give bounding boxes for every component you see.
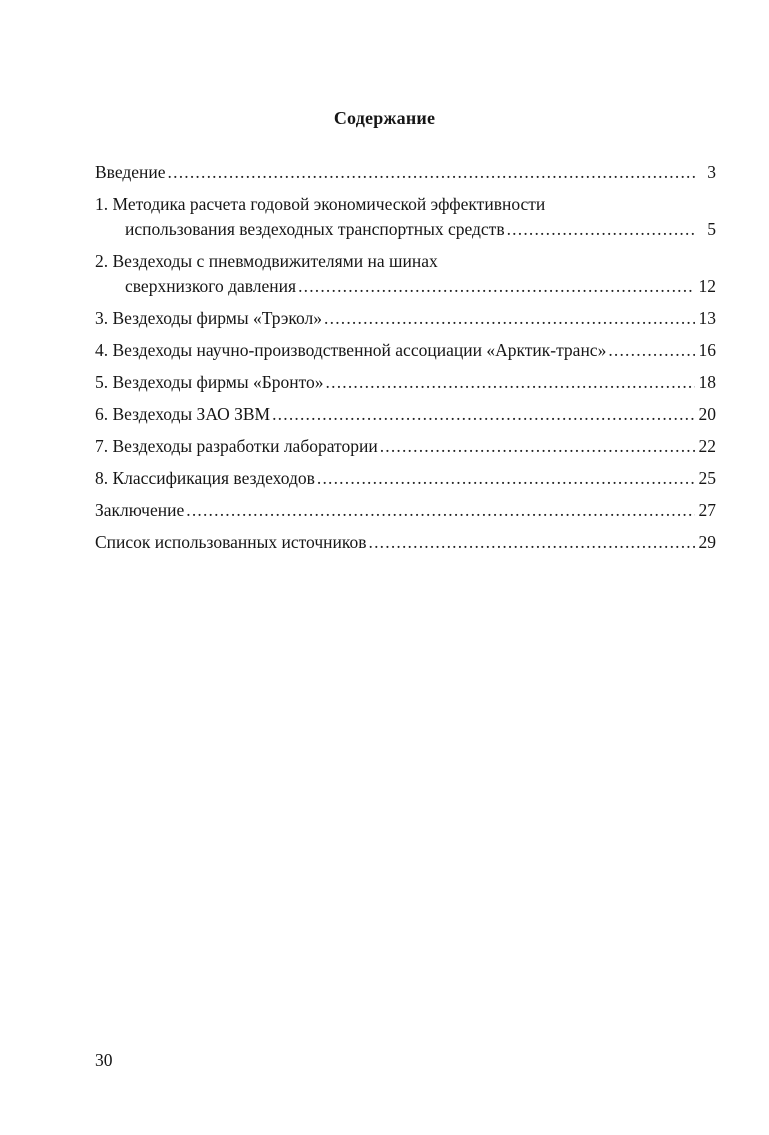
toc-entry-text: 6. Вездеходы ЗАО ЗВМ (95, 404, 271, 424)
toc-entry-page: 29 (698, 532, 716, 552)
toc-entry-page: 22 (698, 436, 716, 456)
toc-entry-text-continued: сверхнизкого давления (125, 276, 297, 296)
toc-entry-text: 4. Вездеходы научно-производственной ассоциации «Арктик-транс» (95, 340, 607, 360)
toc-entry-page: 20 (698, 404, 716, 424)
dot-leader (317, 466, 695, 491)
dot-leader (507, 217, 695, 242)
toc-entry-text: Заключение (95, 500, 185, 520)
toc-entry-references (95, 530, 716, 555)
toc-entry-text: 5. Вездеходы фирмы «Бронто» (95, 372, 324, 392)
toc-entry-page: 18 (698, 372, 716, 392)
table-of-contents (95, 160, 716, 562)
toc-entry-page: 27 (698, 500, 716, 520)
toc-entry-text: 8. Классификация вездеходов (95, 468, 315, 488)
dot-leader (186, 498, 695, 523)
dot-leader (326, 370, 695, 395)
dot-leader (608, 338, 695, 363)
toc-entry-1 (95, 192, 716, 242)
dot-leader (272, 402, 695, 427)
toc-entry-page: 16 (698, 340, 716, 360)
toc-entry-6 (95, 402, 716, 427)
toc-entry-text-continued: использования вездеходных транспортных средств (125, 219, 505, 239)
dot-leader (380, 434, 695, 459)
toc-entry-page: 3 (707, 162, 716, 182)
toc-entry-3 (95, 306, 716, 331)
page-number: 30 (95, 1050, 113, 1070)
toc-entry-5 (95, 370, 716, 395)
toc-entry-page: 12 (698, 276, 716, 296)
toc-entry-text: Список использованных источников (95, 532, 367, 552)
dot-leader (369, 530, 695, 555)
toc-entry-page: 25 (698, 468, 716, 488)
toc-entry-2 (95, 249, 716, 299)
dot-leader (324, 306, 695, 331)
toc-entry-7 (95, 434, 716, 459)
toc-entry-conclusion (95, 498, 716, 523)
toc-entry-text: 1. Методика расчета годовой экономической эффективности (95, 194, 546, 214)
toc-entry-page: 5 (707, 219, 716, 239)
toc-entry-text: Введение (95, 162, 166, 182)
dot-leader (298, 274, 695, 299)
dot-leader (168, 160, 695, 185)
toc-entry-introduction (95, 160, 716, 185)
toc-entry-page: 13 (698, 308, 716, 328)
toc-entry-text: 2. Вездеходы с пневмодвижителями на шинах (95, 251, 438, 271)
toc-entry-text: 3. Вездеходы фирмы «Трэкол» (95, 308, 323, 328)
toc-entry-text: 7. Вездеходы разработки лаборатории (95, 436, 378, 456)
toc-title: Содержание (333, 108, 436, 128)
toc-entry-4 (95, 338, 716, 363)
toc-entry-8 (95, 466, 716, 491)
